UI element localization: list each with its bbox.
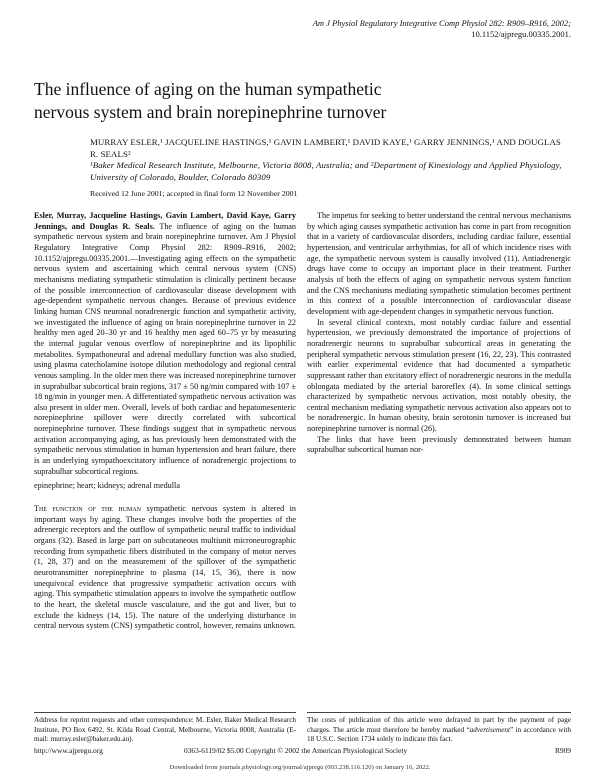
copyright-line: 0363-6119/02 $5.00 Copyright © 2002 the American Physiological Society — [184, 746, 408, 755]
journal-header — [285, 18, 571, 40]
article-title — [34, 78, 574, 124]
costs-text-after: ” in accordance with 18 U.S.C. Section 1734 solely to indicate this fact. — [307, 725, 572, 744]
author-names: MURRAY ESLER,¹ JACQUELINE HASTINGS,¹ GAVIN LAMBERT,¹ DAVID KAYE,¹ GARRY JENNINGS,¹ AND DOUGLAS R. SEALS² — [90, 137, 561, 159]
abstract-authors: Esler, Murray, Jacqueline Hastings, Gavin Lambert, David Kaye, Garry Jennings, and Douglas R. Seals. — [34, 211, 296, 231]
abstract — [34, 211, 296, 477]
page-charges-footnote — [307, 716, 571, 745]
left-column — [34, 211, 296, 632]
page-number: R909 — [554, 746, 571, 755]
title-line-1: The influence of aging on the human sympathetic — [34, 79, 382, 99]
received-dates: Received 12 June 2001; accepted in final form 12 November 2001 — [90, 189, 298, 198]
doi-line: 10.1152/ajpregu.00335.2001. — [471, 29, 571, 39]
intro-lead: The function of the human — [34, 504, 142, 514]
costs-text-before: The costs of publication of this article were defrayed in part by the payment of page charges. The article must therefore be hereby marked “ — [307, 716, 571, 734]
author-affiliation: ¹Baker Medical Research Institute, Melbourne, Victoria 8008, Australia; and ²Department of Kinesiology and Applied Physiology, University of Colorado, Boulder, Colorado 80309 — [90, 160, 562, 182]
intro-paragraph-4: The links that have been previously demonstrated between human suprabulbar subcortical human nor- — [307, 434, 571, 455]
keywords: epinephrine; heart; kidneys; adrenal medulla — [34, 481, 180, 491]
abstract-text: The influence of aging on the human sympathetic nervous system and brain norepinephrine turnover. Am J Physiol Regulatory Integrative Comp Physiol 282: R909–R916, 2002; 10.1152/ajpregu.00335.2001.—Investigating aging effects on the sympathetic nervous system and ascertaining which central nervous system (CNS) mechanisms mediating sympathetic stimulation is clinically pertinent because of the possible interconnection of cardiovascular disease development with age-dependent sympathetic nervous changes. Because of previous evidence linking human CNS neuronal noradrenergic function and sympathetic activity, we investigated the influence of aging on brain norepinephrine turnover in 22 healthy men aged 20–30 yr and 16 healthy men aged 60–75 yr by measuring the internal jugular venous overflow of norepinephrine and its lipophilic metabolites. Sympathoneural and adrenal medullary function was also studied, using plasma catecholamine isotope dilution methodology and regional central venous sampling. In the older men there was increased norepinephrine turnover in suprabulbar subcortical brain regions, 317 ± 50 ng/min compared with 107 ± 18 ng/min in younger men. A differentiated sympathetic nervous activation was also present in older men. Overall, levels of both cardiac and hepatomesenteric norepinephrine spillover were directly correlated with subcortical norepinephrine turnover. These findings suggest that in sympathetic nervous activation accompanying aging, as has previously been demonstrated with the sympathetic nervous stimulation in human hypertension and heart failure, there is an underlying sympathoexcitatory influence of noradrenergic projections to suprabulbar subcortical regions. — [34, 221, 296, 476]
footnote-rule-left — [34, 712, 296, 713]
intro-p1-text: sympathetic nervous system is altered in important ways by aging. These changes involve both the properties of the adrenergic receptors and the outflow of sympathetic neural traffic to individual organs (32). Based in large part on subcutaneous multiunit microneurographic recording from sympathetic fibers distributed in the company of motor nerves (1, 28, 37) and on the measurement of the spillover of the sympathetic neurotransmitter norepinephrine to plasma (14, 15, 36), there is now unequivocal evidence that progressive sympathetic activation occurs with aging. This sympathetic stimulation appears to involve the sympathetic outflow to the heart, the skeletal muscle vasculature, and the gut and liver, but to exclude the kidneys (14, 15). The nature of the underlying disturbance in central nervous system (CNS) sympathetic control, however, remains unknown. — [34, 504, 296, 631]
right-column — [307, 211, 571, 456]
correspondence-footnote: Address for reprint requests and other correspondence: M. Esler, Baker Medical Research Institute, PO Box 6492, St. Kilda Road Central, Melbourne, Victoria 8008, Australia (E-mail: murray.esler@baker.edu.au). — [34, 716, 296, 744]
author-block — [90, 137, 570, 183]
intro-paragraph-2: The impetus for seeking to better understand the central nervous mechanisms by which aging causes sympathetic activation has come in part from recognition that in a variety of cardiovascular disorders, including cardiac failure, essential hypertension, and ventricular arrhythmias, for all of which incidence rises with age, the sympathetic nervous system is causally involved (11). Antiadrenergic drugs have come to occupy an important place in their treatment. Further analysis of both the effects of aging on sympathetic nervous system function and the CNS mechanisms mediating sympathetic stimulation becomes pertinent in this context of a possible interconnection of cardiovascular disease development with age-dependent changes in sympathetic nervous function. — [307, 211, 571, 316]
download-note: Downloaded from journals.physiology.org/journal/ajpregu (003.238.116.120) on January 16, 2022. — [169, 764, 431, 771]
footnote-rule-right — [307, 712, 571, 713]
costs-text-italic: advertisement — [469, 725, 510, 734]
title-line-2: nervous system and brain norepinephrine turnover — [34, 102, 387, 122]
intro-paragraph-1 — [34, 504, 296, 632]
journal-url[interactable]: http://www.ajpregu.org — [34, 746, 103, 755]
journal-citation: Am J Physiol Regulatory Integrative Comp Physiol 282: R909–R916, 2002; — [312, 18, 571, 28]
intro-paragraph-3: In several clinical contexts, most notably cardiac failure and essential hypertension, we previously demonstrated the importance of projections of noradrenergic neurons to suprabulbar subcortical areas in generating the peripheral sympathetic nervous stimulation present (16, 22, 23). This contrasted with earlier experimental evidence that had documented a sympathetic suppressant rather than excitatory effect of noradrenergic neurons in the medulla oblongata mediated by the arterial baroreflex (4). In some clinical settings characterized by sympathetic nervous activation, most notably obesity, the central mechanism mediating sympathetic nervous activation also appears not to be noradrenergic. In human obesity, brain serotonin turnover is increased but norepinephrine turnover is normal (26). — [307, 317, 571, 434]
